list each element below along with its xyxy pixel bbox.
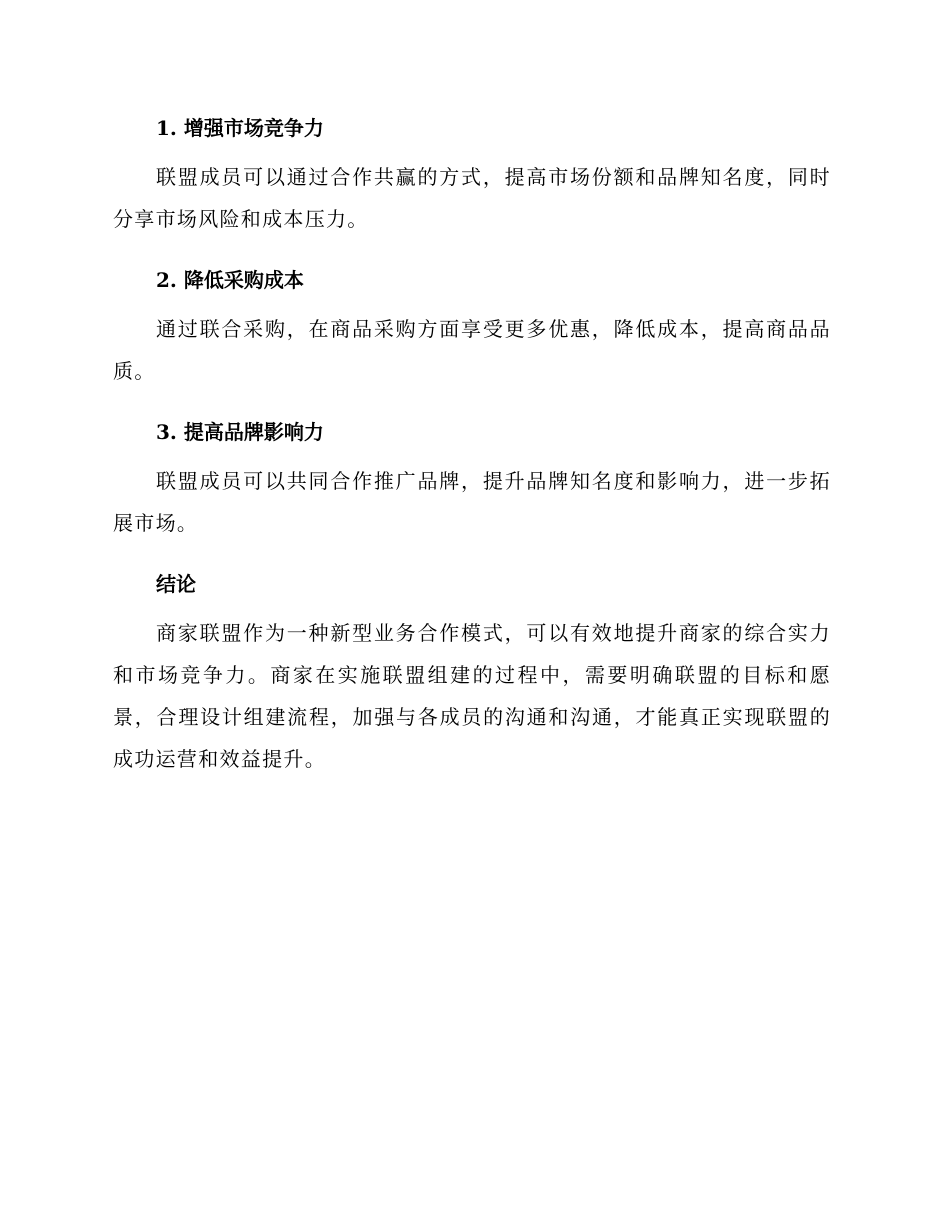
conclusion-paragraph: 商家联盟作为一种新型业务合作模式，可以有效地提升商家的综合实力和市场竞争力。商家在实施联盟组建的过程中，需要明确联盟的目标和愿景，合理设计组建流程，加强与各成员的沟通和沟通，才能真正实现联盟的成功运营和效益提升。 xyxy=(113,621,831,771)
section-paragraph-1: 联盟成员可以通过合作共赢的方式，提高市场份额和品牌知名度，同时分享市场风险和成本压力。 xyxy=(113,165,831,231)
section-heading-1: 1. 增强市场竞争力 xyxy=(156,116,324,140)
section-paragraph-2: 通过联合采购，在商品采购方面享受更多优惠，降低成本，提高商品品质。 xyxy=(113,317,831,383)
section-heading-2: 2. 降低采购成本 xyxy=(156,268,304,292)
section-heading-3: 3. 提高品牌影响力 xyxy=(156,420,324,444)
conclusion-heading: 结论 xyxy=(156,572,196,596)
document-body xyxy=(113,108,831,780)
section-paragraph-3: 联盟成员可以共同合作推广品牌，提升品牌知名度和影响力，进一步拓展市场。 xyxy=(113,469,831,535)
